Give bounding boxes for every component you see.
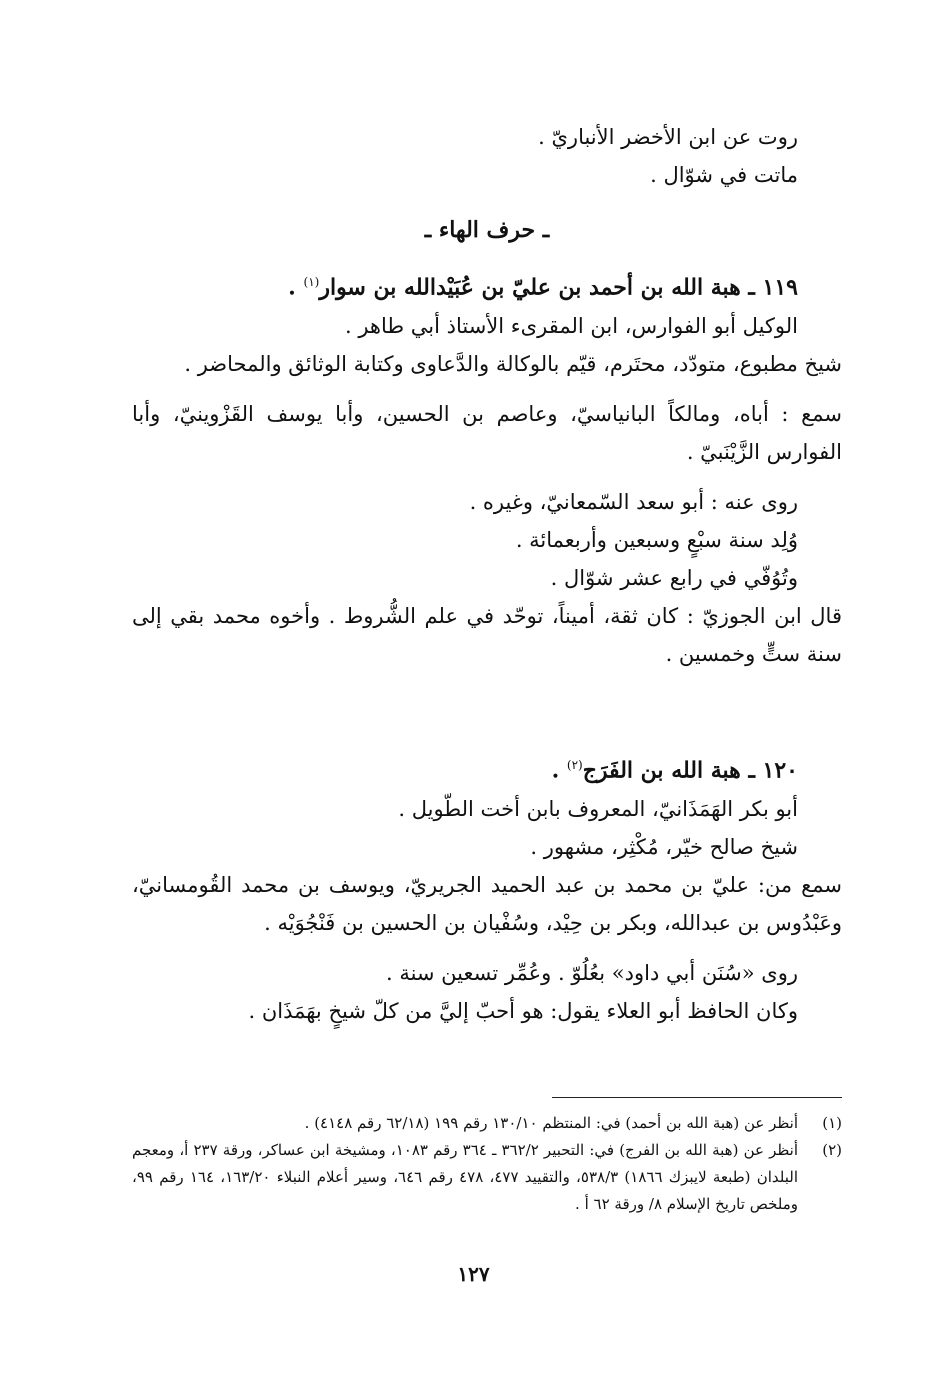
paragraph: شيخ مطبوع، متودّد، محتَرم، قيّم بالوكالة والدَّعاوى وكتابة الوثائق والمحاضر . [184, 352, 842, 377]
entry-title-text: ١٢٠ ـ هبة الله بن الفَرَج [582, 757, 798, 784]
footnote-ref: (١) [303, 275, 320, 289]
entry-title: ١٢٠ ـ هبة الله بن الفَرَج$^{(٢)}$ . [551, 757, 798, 784]
text-line: وتُوُفّي في رابع عشر شوّال . [550, 566, 798, 591]
text-line: وكان الحافظ أبو العلاء يقول: هو أحبّ إليَّ من كلّ شيخٍ بهَمَذَان . [248, 999, 798, 1024]
text-line: الوكيل أبو الفوارس، ابن المقرىء الأستاذ أبي طاهر . [344, 314, 798, 339]
text-line: ماتت في شوّال . [650, 163, 798, 187]
spacer [132, 942, 842, 954]
entry-title: ١١٩ ـ هبة الله بن أحمد بن عليّ بن عُبَيْدالله بن سوار$^{(١)}$ . [288, 274, 798, 301]
entry-119 [132, 262, 842, 673]
spacer [132, 471, 842, 483]
page-number: ١٢٧ [457, 1262, 490, 1286]
footnote-number: (٢) [822, 1141, 842, 1159]
footnotes [132, 1110, 842, 1218]
footnote-text: أنظر عن (هبة الله بن الفرج) في: التحبير ٣٦٢/٢ ـ ٣٦٤ رقم ١٠٨٣، ومشيخة ابن عساكر، ورقة ٢٣٧ أ، ومعجم البلدان (طبعة لايبزك ١٨٦٦) ٥٣٨/٣، والتقييد ٤٧٧، ٤٧٨ رقم ٦٤٦، وسير أعلام النبلاء ١٦٣/٢٠، ١٦٤ رقم ٩٩، وملخص تاريخ الإسلام ٨/ ورقة ٦٢ أ . [132, 1141, 799, 1213]
text-line: أبو بكر الهَمَذَانيّ، المعروف بابن أخت الطّويل . [398, 797, 798, 822]
section-heading-wrap [132, 210, 842, 250]
text-line: روى عنه : أبو سعد السّمعانيّ، وغيره . [469, 490, 798, 515]
footnote-text: أنظر عن (هبة الله بن أحمد) في: المنتظم ١٣٠/١٠ رقم ١٩٩ (٦٢/١٨ رقم ٤١٤٨) . [304, 1114, 798, 1132]
text-line: روى «سُنَن أبي داود» بعُلُوّ . وعُمِّر تسعين سنة . [385, 961, 798, 986]
text-line: وُلِد سنة سبْعٍ وسبعين وأربعمائة . [515, 528, 798, 553]
entry-title-text: ١١٩ ـ هبة الله بن أحمد بن عليّ بن عُبَيْدالله بن سوار [319, 274, 798, 301]
paragraph: سمع من: عليّ بن محمد بن عبد الحميد الجريريّ، ويوسف بن محمد القُومسانيّ، وعَبْدُوس بن عبدالله، وبكر بن حِيْد، وسُفْيان بن الحسين بن فَنْجُوَيْه . [132, 873, 842, 936]
paragraph: قال ابن الجوزيّ : كان ثقة، أميناً، توحّد في علم الشُّروط . وأخوه محمد بقي إلى سنة ستٍّ وخمسين . [132, 604, 842, 667]
footnote-divider [552, 1097, 842, 1098]
entry-120 [132, 745, 842, 1030]
text-line: شيخ صالح خيّر، مُكْثِر، مشهور . [530, 835, 798, 860]
footnote-ref: (٢) [566, 758, 583, 772]
text-line: روت عن ابن الأخضر الأنباريّ . [538, 125, 798, 149]
spacer [132, 383, 842, 395]
footnote [132, 1137, 842, 1218]
section-heading: ـ حرف الهاء ـ [424, 217, 550, 243]
paragraph: سمع : أباه، ومالكاً البانياسيّ، وعاصم بن الحسين، وأبا يوسف القَزْوينيّ، وأبا الفوارس الزَّيْنَبيّ . [132, 402, 842, 465]
carryover-text [132, 118, 842, 194]
footnote [132, 1110, 842, 1137]
footnote-number: (١) [822, 1114, 842, 1132]
